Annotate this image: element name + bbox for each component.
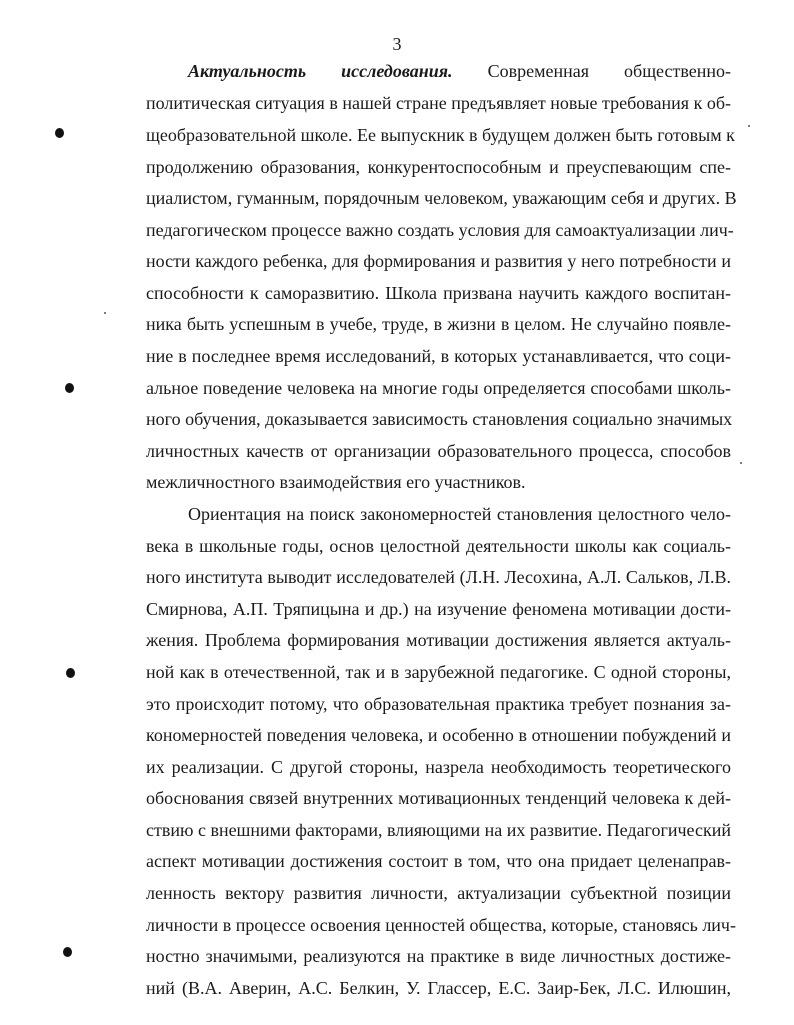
paragraph-2-first-line: Ориентация на поиск закономерностей становления целостного чело-	[188, 504, 731, 524]
text-line: продолжению образования, конкурентоспособным и преуспевающим спе-	[146, 157, 731, 177]
text-line: аспект мотивации достижения состоит в том, что она придает целенаправ-	[146, 851, 731, 871]
paragraph-1-first-line	[188, 56, 731, 87]
text-line: ствию с внешними факторами, влияющими на их развитие. Педагогический	[146, 820, 731, 840]
text-segment: Современная общественно-	[487, 61, 731, 81]
text-line: щеобразовательной школе. Ее выпускник в будущем должен быть готовым к	[146, 125, 735, 145]
text-line: ной как в отечественной, так и в зарубежной педагогике. С одной стороны,	[146, 662, 731, 682]
text-line: ности каждого ребенка, для формирования и развития у него потребности и	[146, 251, 731, 271]
text-line: их реализации. С другой стороны, назрела необходимость теоретического	[146, 757, 731, 777]
text-line: личностных качеств от организации образовательного процесса, способов	[146, 441, 731, 461]
scan-speck	[740, 462, 742, 464]
text-line: политическая ситуация в нашей стране предъявляет новые требования к об-	[146, 93, 731, 113]
page-number: 3	[392, 34, 402, 54]
text-line: педагогическом процессе важно создать условия для самоактуализации лич-	[146, 220, 734, 240]
punch-hole-mark	[66, 668, 75, 678]
text-line: ний (В.А. Аверин, А.С. Белкин, У. Глассер, Е.С. Заир-Бек, Л.С. Илюшин,	[146, 978, 731, 998]
text-line: ние в последнее время исследований, в которых устанавливается, что соци-	[146, 346, 731, 366]
text-line: обоснования связей внутренних мотивационных тенденций человека к дей-	[146, 788, 731, 808]
text-line: ного института выводит исследователей (Л.Н. Лесохина, А.Л. Сальков, Л.В.	[146, 567, 731, 587]
scan-speck	[104, 312, 106, 314]
text-line: способности к саморазвитию. Школа призвана научить каждого воспитан-	[146, 283, 731, 303]
text-line: жения. Проблема формирования мотивации достижения является актуаль-	[146, 630, 731, 650]
text-line: кономерностей поведения человека, и особенно в отношении побуждений и	[146, 725, 731, 745]
text-line: это происходит потому, что образовательная практика требует познания за-	[146, 694, 731, 714]
text-line: циалистом, гуманным, порядочным человеком, уважающим себя и других. В	[146, 188, 737, 208]
text-line: межличностного взаимодействия его участников.	[146, 472, 526, 492]
text-line: века в школьные годы, основ целостной деятельности школы как социаль-	[146, 536, 731, 556]
punch-hole-mark	[55, 128, 64, 138]
text-line: ного обучения, доказывается зависимость становления социально значимых	[146, 409, 733, 429]
punch-hole-mark	[63, 947, 72, 957]
text-line: альное поведение человека на многие годы определяется способами школь-	[146, 378, 731, 398]
text-line: ника быть успешным в учебе, труде, в жизни в целом. Не случайно появле-	[146, 314, 731, 334]
punch-hole-mark	[65, 383, 74, 393]
section-heading: Актуальность исследования.	[188, 61, 453, 81]
text-line: Смирнова, А.П. Тряпицына и др.) на изучение феномена мотивации дости-	[146, 599, 731, 619]
text-line: личности в процессе освоения ценностей общества, которые, становясь лич-	[146, 915, 736, 935]
text-line: ностно значимыми, реализуются на практике в виде личностных достиже-	[146, 946, 731, 966]
text-line: ленность вектору развития личности, актуализации субъектной позиции	[146, 883, 731, 903]
scan-speck	[748, 125, 750, 127]
